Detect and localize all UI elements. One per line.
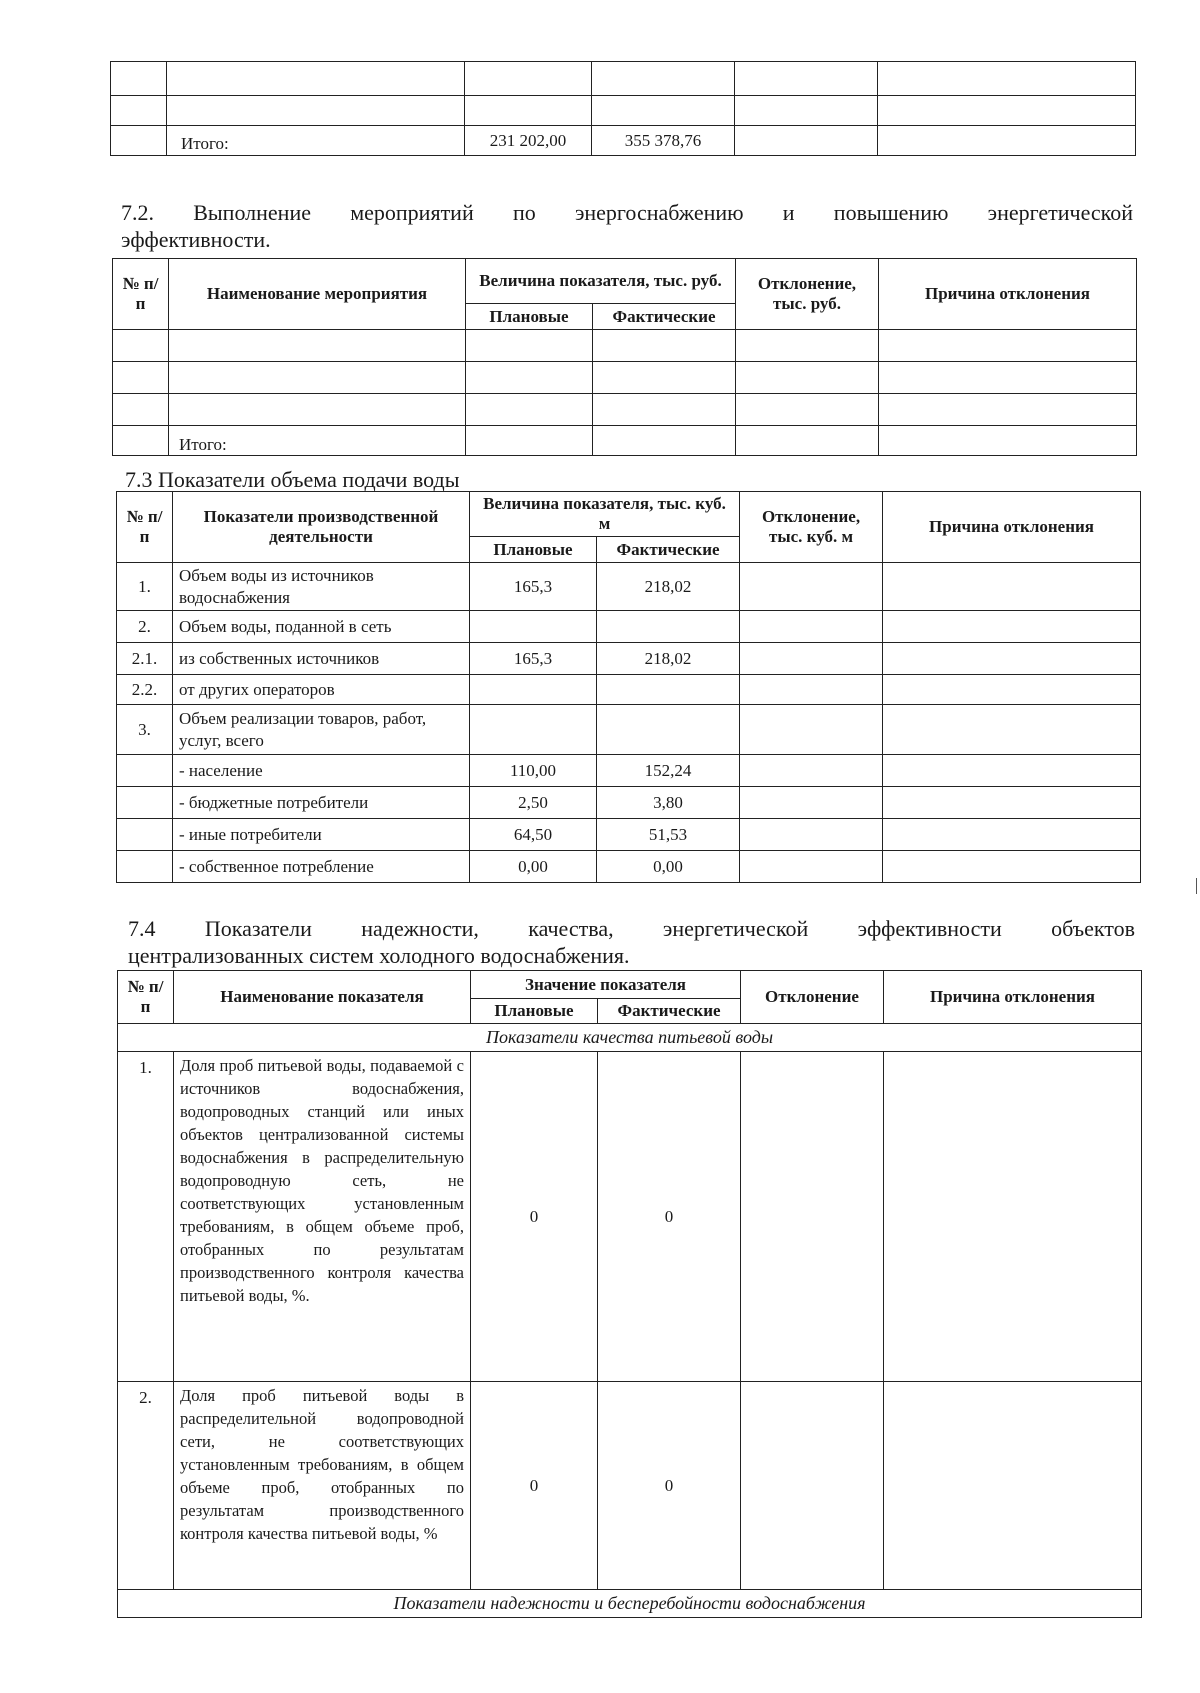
total-fact: 355 378,76: [592, 126, 735, 156]
col-reason-header: Причина отклонения: [884, 971, 1142, 1024]
row-name: - иные потребители: [173, 819, 470, 851]
row-number: [117, 819, 173, 851]
row-fact: 51,53: [597, 819, 740, 851]
col-name-header: Показатели производственной деятельности: [173, 492, 470, 563]
row-plan: 0: [471, 1052, 598, 1382]
row-fact: 0: [598, 1382, 741, 1590]
col-num-header: № п/п: [113, 259, 169, 330]
row-name: - бюджетные потребители: [173, 787, 470, 819]
row-fact: 218,02: [597, 643, 740, 675]
col-num-header: № п/п: [118, 971, 174, 1024]
col-num-header: № п/п: [117, 492, 173, 563]
section-row-quality: Показатели качества питьевой воды: [118, 1024, 1142, 1052]
row-number: 2.: [118, 1382, 174, 1590]
carryover-table: [110, 61, 1136, 156]
total-label: Итого:: [167, 126, 465, 156]
row-plan: [470, 611, 597, 643]
col-name-header: Наименование мероприятия: [169, 259, 466, 330]
row-fact: [597, 705, 740, 755]
table-row: [117, 563, 1141, 611]
reliability-quality-table: [117, 970, 1142, 1618]
table-row: [117, 611, 1141, 643]
row-number: [117, 851, 173, 883]
row-number: [117, 787, 173, 819]
row-name: - население: [173, 755, 470, 787]
row-name: Доля проб питьевой воды, подаваемой с источников водоснабжения, водопроводных станций или иных объектов централизованной системы водоснабжения в распределительную водопроводную сеть, не соответствующих установленным требованиям, в общем объеме проб, отобранных по результатам производственного контроля качества питьевой воды, %.: [174, 1052, 471, 1382]
table-row: [117, 819, 1141, 851]
water-supply-table: [116, 491, 1141, 883]
table-row: [118, 1382, 1142, 1590]
table-row: [117, 705, 1141, 755]
row-plan: 165,3: [470, 563, 597, 611]
table-row: [111, 96, 1136, 126]
row-fact: 0: [598, 1052, 741, 1382]
row-plan: 2,50: [470, 787, 597, 819]
row-name: Объем воды из источников водоснабжения: [173, 563, 470, 611]
row-name: - собственное потребление: [173, 851, 470, 883]
row-number: 2.1.: [117, 643, 173, 675]
row-fact: 0,00: [597, 851, 740, 883]
col-deviation-header: Отклонение, тыс. руб.: [736, 259, 879, 330]
total-label: Итого:: [169, 426, 466, 456]
table-row: [113, 362, 1137, 394]
row-fact: [597, 675, 740, 705]
row-plan: 110,00: [470, 755, 597, 787]
table-row: [117, 675, 1141, 705]
col-fact-header: Фактические: [593, 304, 736, 330]
row-number: 3.: [117, 705, 173, 755]
col-value-header: Значение показателя: [471, 971, 741, 999]
col-plan-header: Плановые: [470, 537, 597, 563]
row-name: от других операторов: [173, 675, 470, 705]
col-value-header: Величина показателя, тыс. руб.: [466, 259, 736, 304]
table-row: [117, 851, 1141, 883]
table-row: [117, 755, 1141, 787]
col-value-header: Величина показателя, тыс. куб. м: [470, 492, 740, 537]
section-7-4-title-line2: централизованных систем холодного водоснабжения.: [128, 943, 630, 968]
table-row: [113, 330, 1137, 362]
row-name: из собственных источников: [173, 643, 470, 675]
row-plan: 0: [471, 1382, 598, 1590]
section-7-3-title: 7.3 Показатели объема подачи воды: [125, 467, 460, 492]
section-7-2-title-line2: эффективности.: [121, 227, 271, 252]
table-row: [117, 787, 1141, 819]
col-deviation-header: Отклонение, тыс. куб. м: [740, 492, 883, 563]
margin-mark: [1196, 878, 1197, 894]
row-fact: 152,24: [597, 755, 740, 787]
row-plan: [470, 675, 597, 705]
total-plan: 231 202,00: [465, 126, 592, 156]
table-row: [113, 394, 1137, 426]
row-plan: [470, 705, 597, 755]
col-reason-header: Причина отклонения: [883, 492, 1141, 563]
col-name-header: Наименование показателя: [174, 971, 471, 1024]
col-fact-header: Фактические: [597, 537, 740, 563]
measures-table: [112, 258, 1137, 456]
row-name: Объем реализации товаров, работ, услуг, всего: [173, 705, 470, 755]
section-7-2-title-line1: 7.2. Выполнение мероприятий по энергоснабжению и повышению энергетической: [121, 200, 1133, 225]
col-reason-header: Причина отклонения: [879, 259, 1137, 330]
row-number: 1.: [117, 563, 173, 611]
col-plan-header: Плановые: [471, 999, 598, 1024]
row-name: Объем воды, поданной в сеть: [173, 611, 470, 643]
table-row: [118, 1052, 1142, 1382]
row-plan: 165,3: [470, 643, 597, 675]
col-fact-header: Фактические: [598, 999, 741, 1024]
row-number: [117, 755, 173, 787]
row-number: 2.: [117, 611, 173, 643]
row-plan: 0,00: [470, 851, 597, 883]
row-number: 2.2.: [117, 675, 173, 705]
section-row-reliability: Показатели надежности и бесперебойности водоснабжения: [118, 1590, 1142, 1618]
col-plan-header: Плановые: [466, 304, 593, 330]
table-row: [111, 126, 1136, 156]
row-fact: 3,80: [597, 787, 740, 819]
table-row: [117, 643, 1141, 675]
col-deviation-header: Отклонение: [741, 971, 884, 1024]
row-fact: [597, 611, 740, 643]
table-row: [113, 426, 1137, 456]
section-7-4-title-line1: 7.4 Показатели надежности, качества, энергетической эффективности объектов: [128, 916, 1135, 941]
row-name: Доля проб питьевой воды в распределительной водопроводной сети, не соответствующих установленным требованиям, в общем объеме проб, отобранных по результатам производственного контроля качества питьевой воды, %: [174, 1382, 471, 1590]
row-plan: 64,50: [470, 819, 597, 851]
table-row: [111, 62, 1136, 96]
row-number: 1.: [118, 1052, 174, 1382]
row-fact: 218,02: [597, 563, 740, 611]
